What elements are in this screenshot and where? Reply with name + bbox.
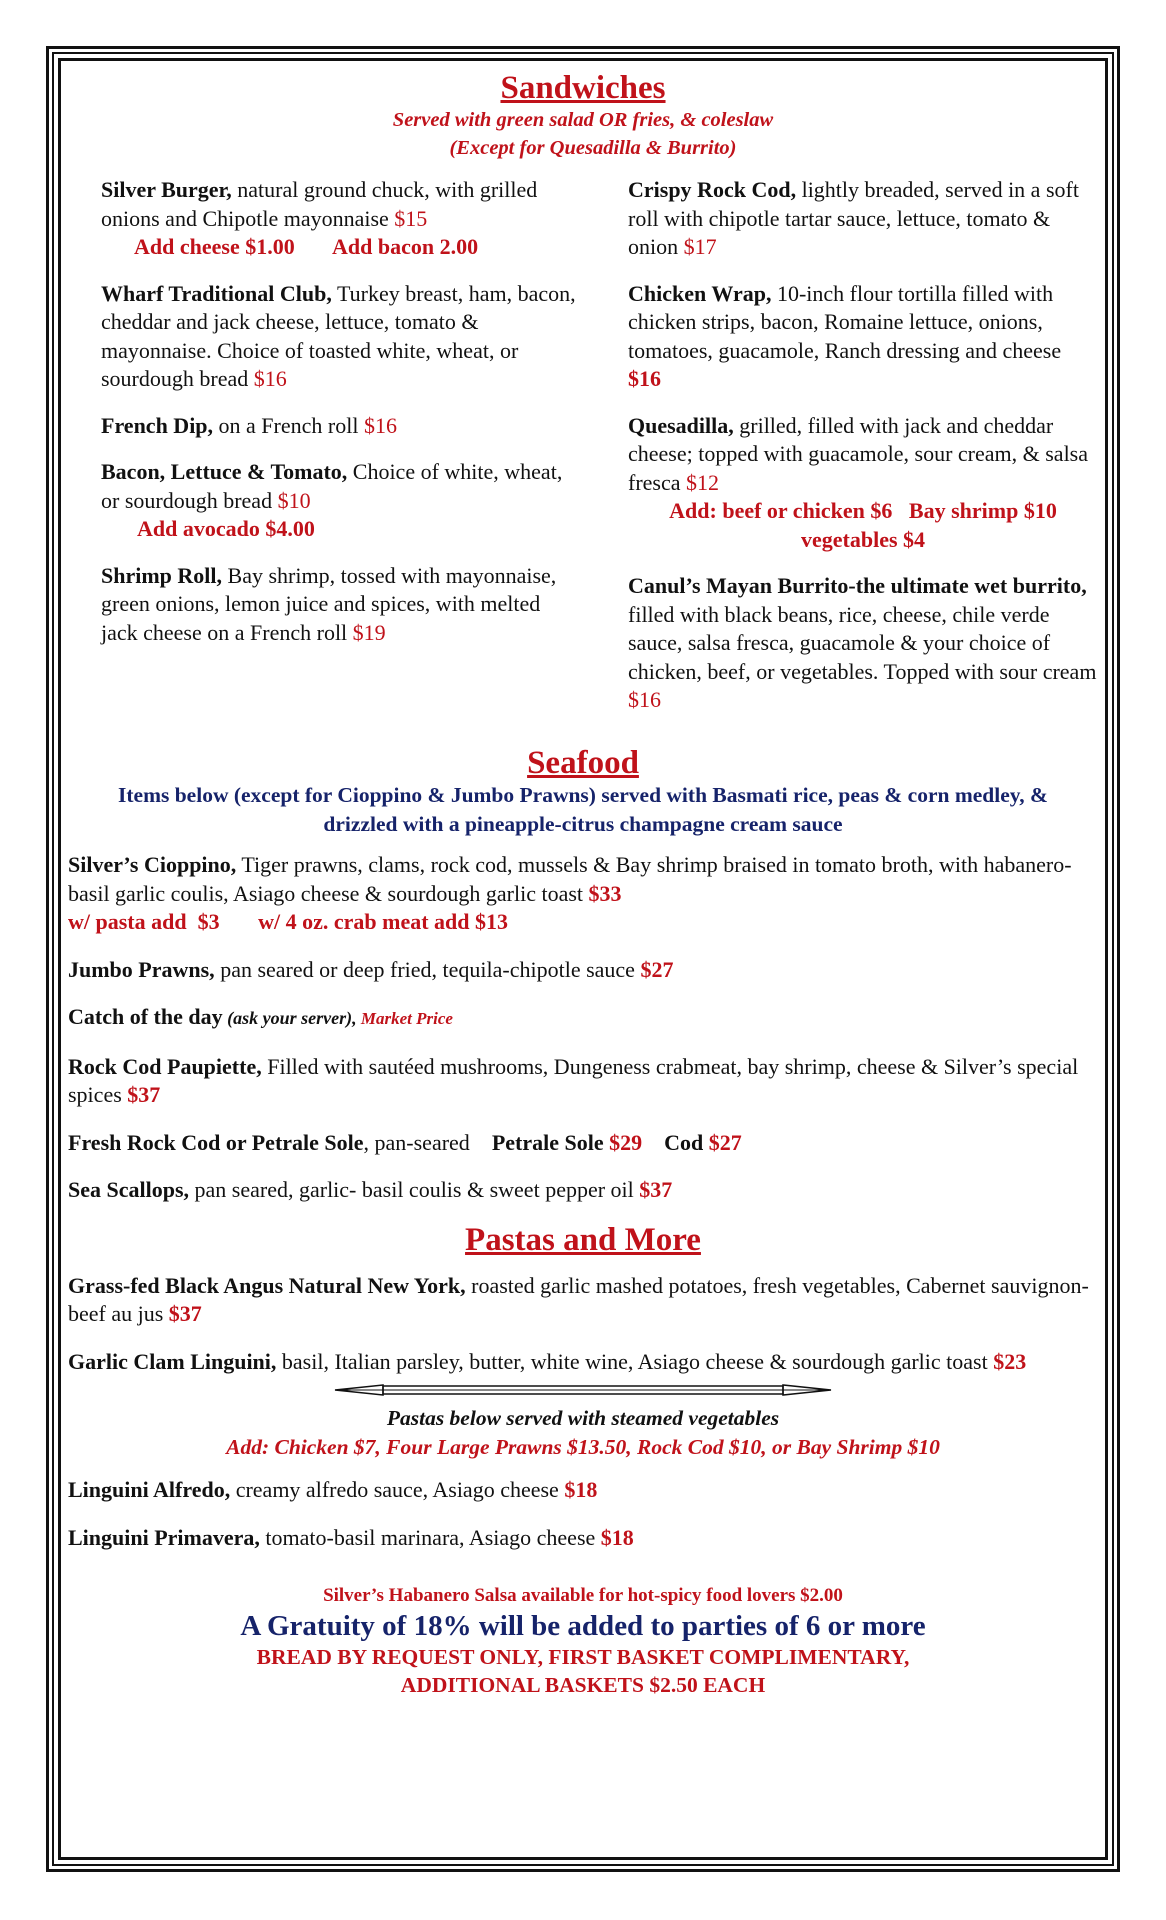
- item-description: on a French roll: [213, 412, 364, 438]
- item-price: $16: [253, 366, 287, 392]
- item-name: Silver’s Cioppino,: [68, 852, 237, 878]
- item-description: creamy alfredo sauce, Asiago cheese: [230, 1477, 565, 1503]
- item-price: $18: [564, 1477, 598, 1503]
- item-name: Shrimp Roll,: [101, 562, 223, 588]
- menu-item: [628, 412, 1098, 555]
- cod-label: Cod: [664, 1129, 709, 1155]
- item-addons: w/ pasta add $3 w/ 4 oz. crab meat add $13: [68, 909, 509, 935]
- pastas-note-1: Pastas below served with steamed vegetables: [386, 1406, 780, 1431]
- item-price: $16: [628, 687, 661, 713]
- item-description: Bay shrimp, tossed with mayonnaise, green onions, lemon juice and spices, with melted jack cheese on a French roll: [101, 562, 557, 645]
- item-description: natural ground chuck, with grilled onions and Chipotle mayonnaise: [101, 177, 538, 231]
- sandwiches-section: [68, 64, 1098, 733]
- gratuity-note: A Gratuity of 18% will be added to parties of 6 or more: [240, 1610, 926, 1643]
- item-description: Tiger prawns, clams, rock cod, mussels & Bay shrimp braised in tomato broth, with habanero-basil garlic coulis, Asiago cheese & sourdough garlic toast: [68, 852, 1072, 906]
- item-price: $17: [683, 234, 717, 260]
- item-name: Wharf Traditional Club,: [101, 280, 332, 306]
- item-description: grilled, filled with jack and cheddar cheese; topped with guacamole, sour cream, & salsa fresca: [628, 412, 1089, 495]
- item-description: pan seared or deep fried, tequila-chipotle sauce: [214, 956, 641, 982]
- menu-content: [68, 64, 1098, 1854]
- menu-item: [68, 1272, 1098, 1329]
- seafood-title: Seafood: [527, 744, 639, 781]
- menu-item: [628, 280, 1098, 394]
- item-name: Quesadilla,: [628, 412, 734, 438]
- pastas-items: [68, 1272, 1098, 1377]
- item-description: (ask your server),: [222, 1008, 357, 1029]
- menu-item: [101, 458, 581, 544]
- item-name: Rock Cod Paupiette,: [68, 1053, 262, 1079]
- item-name: Catch of the day: [68, 1004, 223, 1030]
- menu-item: [628, 572, 1098, 715]
- item-price: $12: [686, 469, 720, 495]
- menu-item: [101, 176, 581, 262]
- seafood-note: Items below (except for Cioppino & Jumbo Prawns) served with Basmati rice, peas & corn medley, & drizzled with a pineapple-citrus champagne cream sauce: [118, 783, 1048, 837]
- sandwiches-note-2: (Except for Quesadilla & Burrito): [449, 137, 737, 160]
- menu-item: [101, 280, 581, 394]
- item-description: Choice of white, wheat, or sourdough bread: [101, 459, 563, 513]
- item-price: $18: [600, 1524, 634, 1550]
- item-price: $16: [363, 412, 397, 438]
- sandwiches-title: Sandwiches: [500, 70, 666, 106]
- sandwiches-left-column: [68, 176, 581, 733]
- item-name: Sea Scallops,: [68, 1177, 190, 1203]
- item-price: Market Price: [356, 1009, 453, 1029]
- menu-item: [68, 1524, 1098, 1553]
- menu-item: [68, 1176, 1098, 1205]
- menu-item: [68, 1348, 1098, 1377]
- menu-item: [68, 1003, 1098, 1034]
- menu-item: [628, 176, 1098, 262]
- item-description: , pan-seared: [363, 1129, 492, 1155]
- item-addons: Add avocado $4.00: [137, 516, 315, 542]
- item-price: $16: [628, 366, 661, 392]
- item-price: $19: [352, 619, 386, 645]
- item-name: Silver Burger,: [101, 177, 232, 203]
- bread-note-1: BREAD BY REQUEST ONLY, FIRST BASKET COMPLIMENTARY,: [256, 1645, 910, 1670]
- footer-section: [68, 1582, 1098, 1699]
- item-price: $37: [127, 1082, 161, 1108]
- item-description: 10-inch flour tortilla filled with chicken strips, bacon, Romaine lettuce, onions, tomatoes, guacamole, Ranch dressing and cheese: [628, 280, 1062, 363]
- item-description: pan seared, garlic- basil coulis & sweet pepper oil: [189, 1177, 640, 1203]
- salsa-note: Silver’s Habanero Salsa available for hot-spicy food lovers $2.00: [323, 1585, 843, 1607]
- menu-item: [68, 1053, 1098, 1110]
- pastas-note-2: Add: Chicken $7, Four Large Prawns $13.50, Rock Cod $10, or Bay Shrimp $10: [226, 1435, 940, 1460]
- sole-price: $29: [609, 1129, 643, 1155]
- double-arrow-divider: [333, 1382, 833, 1398]
- seafood-items: [68, 851, 1098, 1205]
- item-name: Chicken Wrap,: [628, 280, 772, 306]
- item-description: basil, Italian parsley, butter, white wine, Asiago cheese & sourdough garlic toast: [276, 1348, 994, 1374]
- item-description: Filled with sautéed mushrooms, Dungeness crabmeat, bay shrimp, cheese & Silver’s special spices: [68, 1053, 1079, 1108]
- item-description: Turkey breast, ham, bacon, cheddar and jack cheese, lettuce, tomato & mayonnaise. Choice of toasted white, wheat, or sourdough bread: [101, 280, 576, 392]
- item-addons: Add: beef or chicken $6 Bay shrimp $10: [669, 498, 1057, 524]
- item-name: Fresh Rock Cod or Petrale Sole: [68, 1129, 364, 1155]
- bread-note-2: ADDITIONAL BASKETS $2.50 EACH: [400, 1673, 766, 1698]
- menu-item: [68, 956, 1098, 985]
- item-price: $37: [639, 1177, 673, 1203]
- menu-item: [101, 562, 581, 648]
- sandwiches-note-1: Served with green salad OR fries, & coleslaw: [392, 109, 774, 132]
- item-description: tomato-basil marinara, Asiago cheese: [259, 1524, 601, 1550]
- item-name: Crispy Rock Cod,: [628, 177, 797, 203]
- menu-item: [68, 1129, 1098, 1158]
- sandwiches-right-column: [618, 176, 1098, 733]
- item-addons-2: vegetables $4: [800, 526, 926, 552]
- sole-label: Petrale Sole: [491, 1129, 610, 1155]
- item-price: $15: [394, 205, 428, 231]
- item-description: roasted garlic mashed potatoes, fresh vegetables, Cabernet sauvignon-beef au jus: [68, 1272, 1089, 1327]
- item-name: Jumbo Prawns,: [68, 956, 215, 982]
- item-name: Garlic Clam Linguini,: [68, 1348, 277, 1374]
- item-price: $27: [640, 956, 674, 982]
- menu-item: [68, 851, 1098, 937]
- item-price: $37: [168, 1301, 202, 1327]
- item-name: French Dip,: [101, 412, 214, 438]
- sandwiches-columns: [68, 176, 1098, 733]
- pastas-section: [68, 1222, 1098, 1553]
- item-price: $23: [993, 1348, 1027, 1374]
- item-name: Canul’s Mayan Burrito-the ultimate wet burrito,: [628, 573, 1087, 599]
- item-name: Linguini Primavera,: [68, 1524, 260, 1550]
- cod-price: $27: [708, 1129, 742, 1155]
- item-name: Linguini Alfredo,: [68, 1477, 231, 1503]
- menu-item: [101, 412, 581, 441]
- item-description: filled with black beans, rice, cheese, chile verde sauce, salsa fresca, guacamole & your choice of chicken, beef, or vegetables. Topped with sour cream: [628, 601, 1097, 684]
- pastas-items-2: [68, 1476, 1098, 1552]
- item-price: $33: [588, 880, 622, 906]
- item-description: lightly breaded, served in a soft roll with chipotle tartar sauce, lettuce, tomato & onion: [628, 177, 1079, 260]
- item-price: $10: [277, 487, 311, 513]
- menu-item: [68, 1476, 1098, 1505]
- pastas-title: Pastas and More: [465, 1221, 701, 1258]
- seafood-section: [68, 745, 1098, 1205]
- item-name: Grass-fed Black Angus Natural New York,: [68, 1272, 466, 1298]
- item-addons: Add cheese $1.00 Add bacon 2.00: [134, 234, 479, 260]
- item-name: Bacon, Lettuce & Tomato,: [101, 459, 348, 485]
